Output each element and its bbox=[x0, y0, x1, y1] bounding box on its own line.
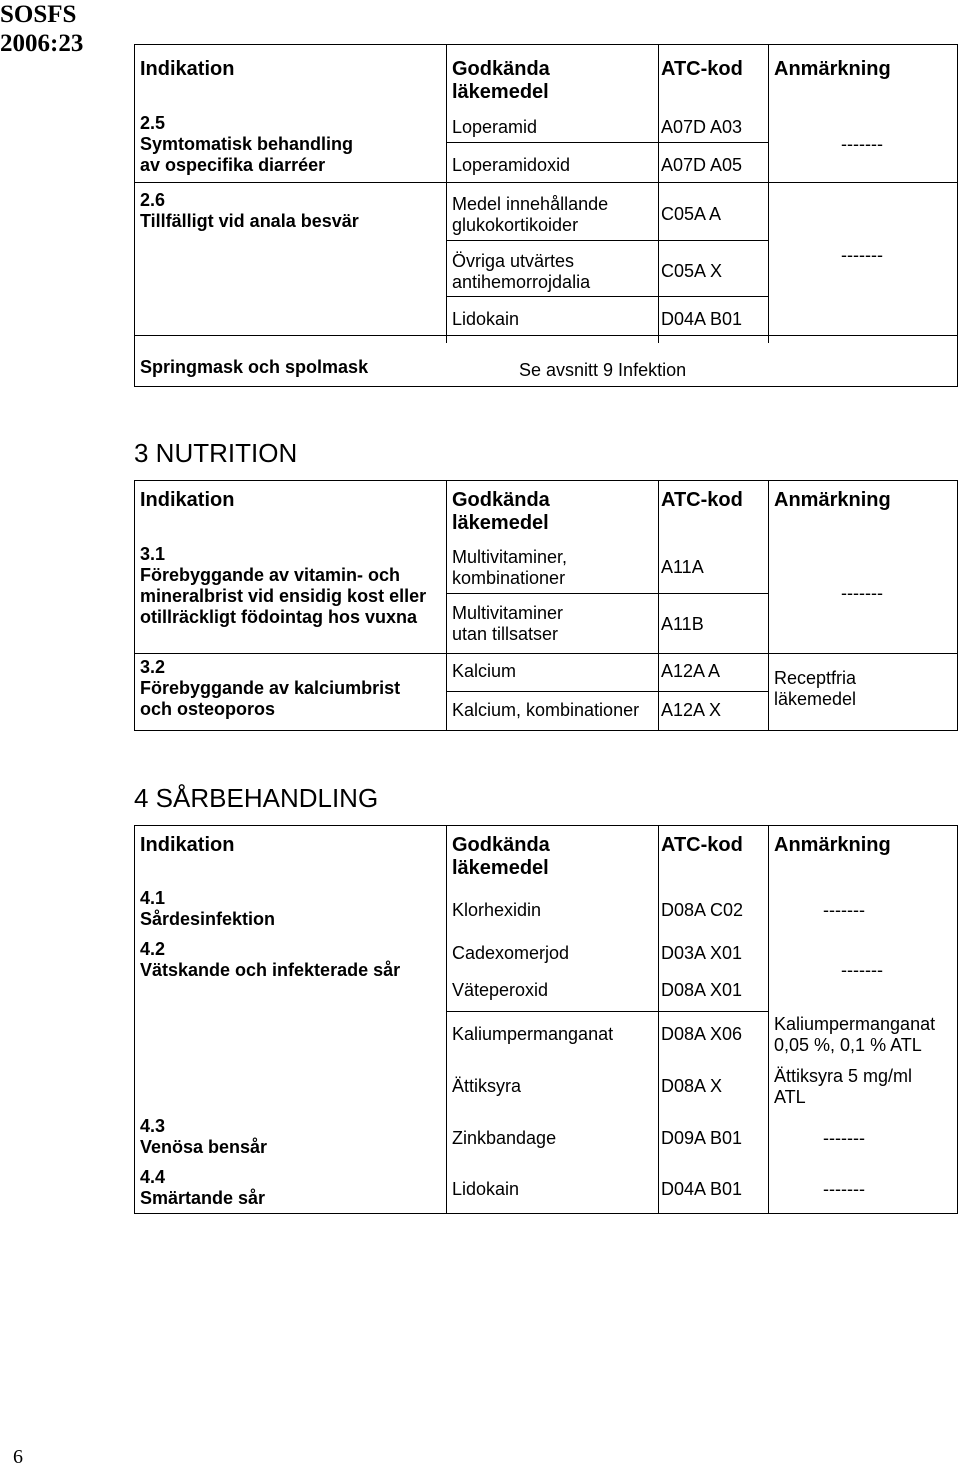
atc-multivitaminer-utan: A11B bbox=[661, 614, 704, 634]
table-section-2 bbox=[134, 44, 958, 387]
indication-2-5-line2: av ospecifika diarréer bbox=[140, 155, 326, 175]
indication-4-2-number: 4.2 bbox=[140, 939, 166, 959]
section-title-nutrition: 3 NUTRITION bbox=[134, 438, 298, 468]
column-header-anmarkning: Anmärkning bbox=[774, 489, 891, 511]
drug-multivitaminer-komb-line2: kombinationer bbox=[452, 568, 566, 588]
note-2-5: ------- bbox=[841, 134, 883, 154]
drug-multivitaminer-utan-line1: Multivitaminer bbox=[452, 603, 564, 623]
atc-kalcium: A12A A bbox=[661, 661, 721, 681]
drug-ovriga-line1: Övriga utvärtes bbox=[452, 251, 575, 271]
drug-zinkbandage: Zinkbandage bbox=[452, 1128, 557, 1148]
note-3-2-line2: läkemedel bbox=[774, 689, 857, 709]
atc-zinkbandage: D09A B01 bbox=[661, 1128, 743, 1148]
indication-3-2-line1: Förebyggande av kalciumbrist bbox=[140, 678, 401, 698]
document-code bbox=[0, 0, 83, 58]
atc-kaliumpermanganat: D08A X06 bbox=[661, 1024, 743, 1044]
indication-4-3-line1: Venösa bensår bbox=[140, 1137, 268, 1157]
drug-multivitaminer-komb-line1: Multivitaminer, bbox=[452, 547, 568, 567]
indication-4-2-line1: Vätskande och infekterade sår bbox=[140, 960, 401, 980]
atc-cadexomerjod: D03A X01 bbox=[661, 943, 743, 963]
atc-kalcium-komb: A12A X bbox=[661, 700, 722, 720]
column-header-indikation: Indikation bbox=[140, 58, 235, 80]
indication-4-3-number: 4.3 bbox=[140, 1116, 166, 1136]
note-3-2-line1: Receptfria bbox=[774, 668, 857, 688]
indication-4-4-line1: Smärtande sår bbox=[140, 1188, 266, 1208]
page-number: 6 bbox=[13, 1446, 23, 1468]
indication-3-2-line2: och osteoporos bbox=[140, 699, 276, 719]
column-header-godkanda-line1: Godkända bbox=[452, 58, 550, 80]
drug-lidokain-4: Lidokain bbox=[452, 1179, 520, 1199]
note-zinkbandage: ------- bbox=[823, 1128, 865, 1148]
indication-4-1-number: 4.1 bbox=[140, 888, 166, 908]
column-header-godkanda-line1: Godkända bbox=[452, 834, 550, 856]
note-kaliumpermanganat-line2: 0,05 %, 0,1 % ATL bbox=[774, 1035, 922, 1055]
table-section-4 bbox=[134, 825, 958, 1214]
drug-loperamidoxid: Loperamidoxid bbox=[452, 155, 571, 175]
atc-lidokain: D04A B01 bbox=[661, 309, 743, 329]
indication-2-6-number: 2.6 bbox=[140, 190, 166, 210]
drug-ovriga-line2: antihemorrojdalia bbox=[452, 272, 591, 292]
column-header-godkanda-line1: Godkända bbox=[452, 489, 550, 511]
atc-lidokain-4: D04A B01 bbox=[661, 1179, 743, 1199]
section-title-sarbehandling: 4 SÅRBEHANDLING bbox=[134, 783, 379, 813]
drug-multivitaminer-utan-line2: utan tillsatser bbox=[452, 624, 559, 644]
indication-3-1-number: 3.1 bbox=[140, 544, 166, 564]
note-attiksyra-line1: Ättiksyra 5 mg/ml bbox=[774, 1066, 913, 1086]
drug-loperamid: Loperamid bbox=[452, 117, 538, 137]
drug-kaliumpermanganat: Kaliumpermanganat bbox=[452, 1024, 614, 1044]
indication-springmask: Springmask och spolmask bbox=[140, 357, 369, 377]
table-section-3 bbox=[134, 480, 958, 731]
indication-2-6-line1: Tillfälligt vid anala besvär bbox=[140, 211, 359, 231]
document-code-line2: 2006:23 bbox=[0, 30, 84, 57]
drug-kalcium-komb: Kalcium, kombinationer bbox=[452, 700, 640, 720]
column-header-atc: ATC-kod bbox=[661, 489, 743, 511]
column-header-godkanda-line2: läkemedel bbox=[452, 857, 549, 879]
atc-multivitaminer-komb: A11A bbox=[661, 557, 704, 577]
drug-medel-line1: Medel innehållande bbox=[452, 194, 609, 214]
atc-loperamidoxid: A07D A05 bbox=[661, 155, 743, 175]
column-header-indikation: Indikation bbox=[140, 834, 235, 856]
note-kaliumpermanganat-line1: Kaliumpermanganat bbox=[774, 1014, 936, 1034]
note-lidokain-4: ------- bbox=[823, 1179, 865, 1199]
reference-se-avsnitt: Se avsnitt 9 Infektion bbox=[519, 360, 687, 380]
indication-4-1-line1: Sårdesinfektion bbox=[140, 909, 276, 929]
note-klorhexidin: ------- bbox=[823, 900, 865, 920]
atc-klorhexidin: D08A C02 bbox=[661, 900, 744, 920]
indication-2-5-number: 2.5 bbox=[140, 113, 166, 133]
column-header-godkanda-line2: läkemedel bbox=[452, 512, 549, 534]
drug-cadexomerjod: Cadexomerjod bbox=[452, 943, 570, 963]
column-header-atc: ATC-kod bbox=[661, 834, 743, 856]
drug-vateperoxid: Väteperoxid bbox=[452, 980, 549, 1000]
note-2-6: ------- bbox=[841, 245, 883, 265]
indication-4-4-number: 4.4 bbox=[140, 1167, 166, 1187]
drug-klorhexidin: Klorhexidin bbox=[452, 900, 542, 920]
atc-attiksyra: D08A X bbox=[661, 1076, 723, 1096]
drug-attiksyra: Ättiksyra bbox=[452, 1076, 522, 1096]
note-4-2: ------- bbox=[841, 960, 883, 980]
atc-medel: C05A A bbox=[661, 204, 722, 224]
column-header-indikation: Indikation bbox=[140, 489, 235, 511]
indication-3-1-line2: mineralbrist vid ensidig kost eller bbox=[140, 586, 427, 606]
atc-ovriga: C05A X bbox=[661, 261, 723, 281]
column-header-atc: ATC-kod bbox=[661, 58, 743, 80]
indication-3-2-number: 3.2 bbox=[140, 657, 166, 677]
indication-2-5-line1: Symtomatisk behandling bbox=[140, 134, 354, 154]
atc-loperamid: A07D A03 bbox=[661, 117, 743, 137]
drug-kalcium: Kalcium bbox=[452, 661, 517, 681]
atc-vateperoxid: D08A X01 bbox=[661, 980, 743, 1000]
column-header-anmarkning: Anmärkning bbox=[774, 834, 891, 856]
document-code-line1: SOSFS bbox=[0, 1, 77, 28]
note-3-1: ------- bbox=[841, 583, 883, 603]
indication-3-1-line3: otillräckligt födointag hos vuxna bbox=[140, 607, 418, 627]
indication-3-1-line1: Förebyggande av vitamin- och bbox=[140, 565, 401, 585]
drug-medel-line2: glukokortikoider bbox=[452, 215, 579, 235]
drug-lidokain: Lidokain bbox=[452, 309, 520, 329]
column-header-godkanda-line2: läkemedel bbox=[452, 81, 549, 103]
column-header-anmarkning: Anmärkning bbox=[774, 58, 891, 80]
note-attiksyra-line2: ATL bbox=[774, 1087, 806, 1107]
